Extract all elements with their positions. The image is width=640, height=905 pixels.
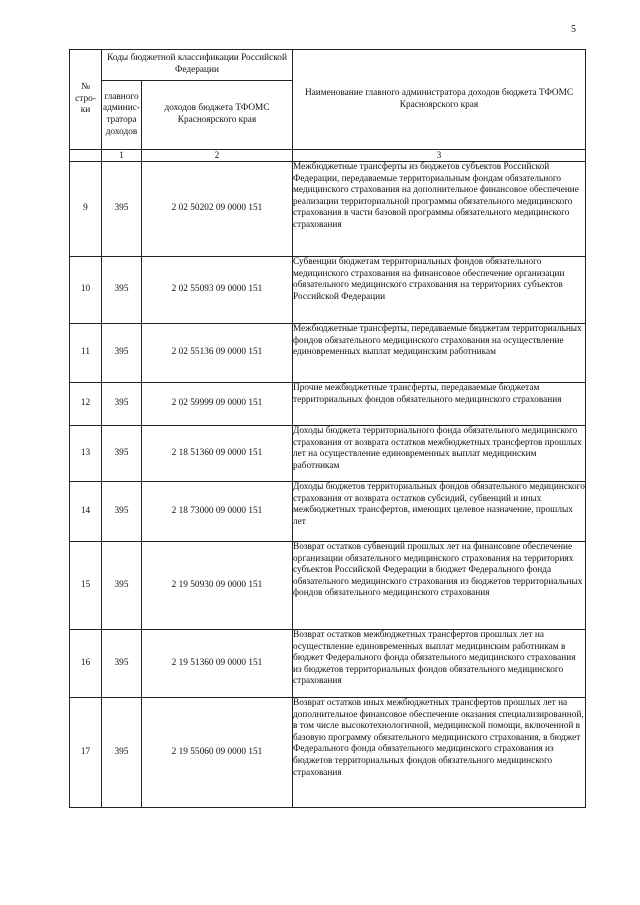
row-number: 10 [70,257,102,324]
income-description: Субвенции бюджетам территориальных фондов обязательного медицинского страхования на финансовое обеспечение организации обязательного медицинского страхования на территориях субъектов Российской Федерации [293,257,586,324]
row-number: 9 [70,162,102,257]
income-code: 2 19 55060 09 0000 151 [142,698,293,808]
row-number: 17 [70,698,102,808]
income-code: 2 02 50202 09 0000 151 [142,162,293,257]
table-row [70,698,586,808]
column-index-2: 2 [142,150,293,162]
page-number: 5 [571,24,576,35]
table-row [70,383,586,426]
income-code: 2 02 59999 09 0000 151 [142,383,293,426]
admin-code: 395 [102,426,142,482]
header-budget-codes: Коды бюджетной классификации Российской Федерации [102,50,293,81]
admin-code: 395 [102,482,142,542]
income-code: 2 02 55093 09 0000 151 [142,257,293,324]
income-description: Возврат остатков иных межбюджетных трансфертов прошлых лет на дополнительное финансовое обеспечение оказания специализированной, в том числе высокотехнологичной, медицинской помощи, включенной в базовую программу обязательного медицинского страхования, в бюджет Федерального фонда обязательного медицинского страхования из бюджетов территориальных фондов обязательного медицинского страхования [293,698,586,808]
admin-code: 395 [102,630,142,698]
table-row [70,257,586,324]
income-description: Доходы бюджета территориального фонда обязательного медицинского страхования от возврата остатков межбюджетных трансфертов прошлых лет на осуществление единовременных выплат медицинским работникам [293,426,586,482]
table-row [70,162,586,257]
admin-code: 395 [102,324,142,383]
admin-code: 395 [102,698,142,808]
header-administrator-name: Наименование главного администратора доходов бюджета ТФОМС Красноярского края [293,50,586,150]
income-description: Доходы бюджетов территориальных фондов обязательного медицинского страхования от возврата остатков субсидий, субвенций и иных межбюджетных трансфертов, имеющих целевое назначение, прошлых лет [293,482,586,542]
income-code: 2 02 55136 09 0000 151 [142,324,293,383]
income-code: 2 18 51360 09 0000 151 [142,426,293,482]
column-index-1: 1 [102,150,142,162]
table-row [70,630,586,698]
column-index-empty [70,150,102,162]
header-admin-code: главного админис- тратора доходов [102,81,142,150]
income-description: Возврат остатков субвенций прошлых лет на финансовое обеспечение организации обязательного медицинского страхования на территориях субъектов Российской Федерации в бюджет Федерального фонда обязательного медицинского страхования из бюджетов территориальных фондов обязательного медицинского страхования [293,542,586,630]
income-description: Прочие межбюджетные трансферты, передаваемые бюджетам территориальных фондов обязательного медицинского страхования [293,383,586,426]
row-number: 15 [70,542,102,630]
budget-classification-table [69,49,586,808]
row-number: 16 [70,630,102,698]
row-number: 11 [70,324,102,383]
admin-code: 395 [102,383,142,426]
income-code: 2 19 51360 09 0000 151 [142,630,293,698]
row-number: 12 [70,383,102,426]
header-income-code: доходов бюджета ТФОМС Красноярского края [142,81,293,150]
column-index-3: 3 [293,150,586,162]
table-row [70,482,586,542]
row-number: 13 [70,426,102,482]
row-number: 14 [70,482,102,542]
table-row [70,542,586,630]
table-row [70,426,586,482]
income-description: Межбюджетные трансферты из бюджетов субъектов Российской Федерации, передаваемые территориальным фондам обязательного медицинского страхования на дополнительное финансовое обеспечение реализации территориальной программы обязательного медицинского страхования в части базовой программы обязательного медицинского страхования [293,162,586,257]
table-row [70,324,586,383]
income-description: Межбюджетные трансферты, передаваемые бюджетам территориальных фондов обязательного медицинского страхования на осуществление единовременных выплат медицинским работникам [293,324,586,383]
income-description: Возврат остатков межбюджетных трансфертов прошлых лет на осуществление единовременных выплат медицинским работникам в бюджет Федерального фонда обязательного медицинского страхования из бюджетов территориальных фондов обязательного медицинского страхования [293,630,586,698]
admin-code: 395 [102,542,142,630]
header-row-number: № стро- ки [70,50,102,150]
admin-code: 395 [102,162,142,257]
admin-code: 395 [102,257,142,324]
income-code: 2 18 73000 09 0000 151 [142,482,293,542]
income-code: 2 19 50930 09 0000 151 [142,542,293,630]
